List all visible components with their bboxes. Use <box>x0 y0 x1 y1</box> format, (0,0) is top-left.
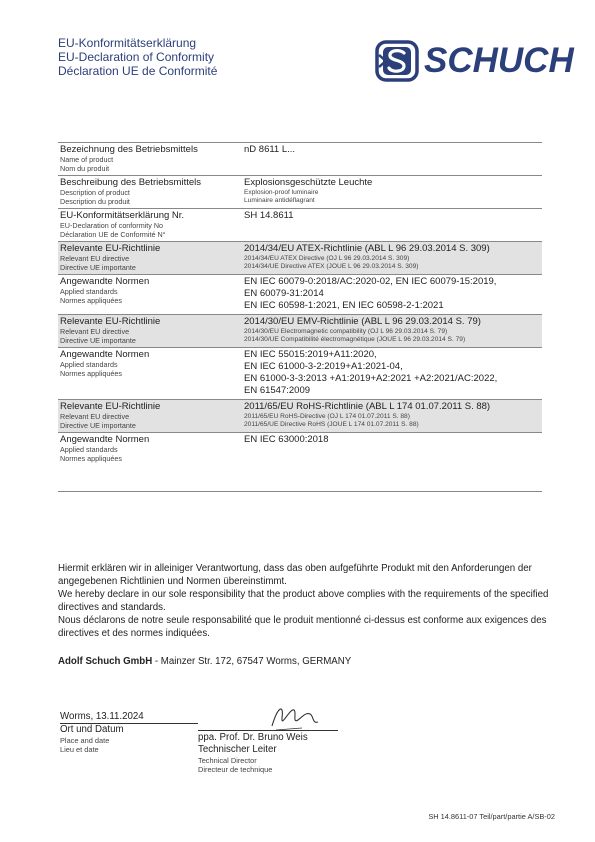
row-label-french: Nom du produit <box>60 164 110 173</box>
row-label-english: Applied standards <box>60 287 118 296</box>
row-label-french: Directive UE importante <box>60 336 136 345</box>
row-label-cell <box>58 209 242 242</box>
row-label-german: Relevante EU-Richtlinie <box>60 316 161 327</box>
row-label-english: Applied standards <box>60 360 118 369</box>
row-label-german: Beschreibung des Betriebsmittels <box>60 177 201 188</box>
row-value-main: EN 61000-3-3:2013 +A1:2019+A2:2021 +A2:2021/AC:2022, <box>244 373 498 384</box>
row-label-cell <box>58 143 242 176</box>
row-value-translation: 2014/34/UE Directive ATEX (JOUE L 96 29.03.2014 S. 309) <box>244 263 419 270</box>
row-label-english: Description of product <box>60 188 130 197</box>
company-line <box>58 656 351 667</box>
title-french: Déclaration UE de Conformité <box>58 64 218 78</box>
statement-english: We hereby declare in our sole responsibility that the product above complies with the requirements of the specified directives and standards. <box>58 589 549 613</box>
declaration-row <box>58 348 542 400</box>
row-value-main: EN 61547:2009 <box>244 385 311 396</box>
row-label-german: Relevante EU-Richtlinie <box>60 243 161 254</box>
row-value-main: 2014/30/EU EMV-Richtlinie (ABL L 96 29.03.2014 S. 79) <box>244 316 481 327</box>
row-label-english: Relevant EU directive <box>60 412 130 421</box>
row-label-german: Angewandte Normen <box>60 276 150 287</box>
row-value-main: EN IEC 63000:2018 <box>244 434 329 445</box>
signatory-name: ppa. Prof. Dr. Bruno Weis <box>198 732 308 743</box>
schuch-logo-icon <box>374 40 422 82</box>
row-label-french: Normes appliquées <box>60 454 122 463</box>
declaration-row <box>58 275 542 315</box>
row-label-cell <box>58 348 242 400</box>
declaration-row <box>58 242 542 275</box>
row-label-french: Directive UE importante <box>60 263 136 272</box>
row-label-cell <box>58 176 242 209</box>
row-value-main: EN 60079-31:2014 <box>244 288 324 299</box>
declaration-row <box>58 143 542 176</box>
declaration-row <box>58 400 542 433</box>
place-date-label-de: Ort und Datum <box>60 724 124 735</box>
place-date-block <box>60 710 198 754</box>
declaration-row <box>58 176 542 209</box>
row-value-cell <box>242 315 542 348</box>
row-label-french: Normes appliquées <box>60 369 122 378</box>
row-value-translation: 2014/30/UE Compatibilité électromagnétique (JOUE L 96 29.03.2014 S. 79) <box>244 336 466 343</box>
signatory-title-en: Technical Director <box>198 756 257 765</box>
title-english: EU-Declaration of Conformity <box>58 50 215 64</box>
row-label-english: Relevant EU directive <box>60 327 130 336</box>
row-value-translation: Explosion-proof luminaire <box>244 189 319 196</box>
row-label-english: Relevant EU directive <box>60 254 130 263</box>
statement-german: Hiermit erklären wir in alleiniger Verantwortung, dass das oben aufgeführte Produkt mit den Anforderungen der angegebenen Richtlinien und Normen übereinstimmt. <box>58 563 532 587</box>
row-value-cell <box>242 400 542 433</box>
declaration-row <box>58 433 542 492</box>
row-label-english: Name of product <box>60 155 114 164</box>
row-label-english: EU-Declaration of conformity No <box>60 221 164 230</box>
row-value-main: 2014/34/EU ATEX-Richtlinie (ABL L 96 29.03.2014 S. 309) <box>244 243 490 254</box>
declaration-table <box>58 142 542 492</box>
row-value-main: EN IEC 61000-3-2:2019+A1:2021-04, <box>244 361 403 372</box>
row-value-translation: 2011/65/EU RoHS-Directive (OJ L 174 01.07.2011 S. 88) <box>244 413 410 420</box>
place-date-value: Worms, 13.11.2024 <box>60 710 198 724</box>
row-value-cell <box>242 433 542 492</box>
row-label-cell <box>58 315 242 348</box>
row-label-french: Normes appliquées <box>60 296 122 305</box>
row-value-cell <box>242 143 542 176</box>
row-label-cell <box>58 400 242 433</box>
row-label-german: Angewandte Normen <box>60 434 150 445</box>
row-value-cell <box>242 176 542 209</box>
row-label-german: Bezeichnung des Betriebsmittels <box>60 144 198 155</box>
place-date-label-en: Place and date <box>60 736 110 745</box>
row-label-german: EU-Konformitätserklärung Nr. <box>60 210 185 221</box>
row-value-cell <box>242 275 542 315</box>
row-label-cell <box>58 433 242 492</box>
row-value-main: SH 14.8611 <box>244 210 294 221</box>
declaration-statement <box>58 562 558 640</box>
row-value-translation: 2011/65/UE Directive RoHS (JOUE L 174 01.07.2011 S. 88) <box>244 421 419 428</box>
company-address: - Mainzer Str. 172, 67547 Worms, GERMANY <box>152 656 352 667</box>
declaration-row <box>58 209 542 242</box>
document-title <box>58 36 217 78</box>
signatory-block <box>198 730 338 774</box>
row-label-french: Déclaration UE de Conformité N° <box>60 230 166 239</box>
row-value-cell <box>242 209 542 242</box>
declaration-row <box>58 315 542 348</box>
row-label-german: Relevante EU-Richtlinie <box>60 401 161 412</box>
row-value-translation: 2014/34/EU ATEX Directive (OJ L 96 29.03.2014 S. 309) <box>244 255 410 262</box>
row-value-translation: 2014/30/EU Electromagnetic compatibility (OJ L 96 29.03.2014 S. 79) <box>244 328 448 335</box>
row-value-main: EN IEC 60598-1:2021, EN IEC 60598-2-1:2021 <box>244 300 444 311</box>
row-value-main: 2011/65/EU RoHS-Richtlinie (ABL L 174 01.07.2011 S. 88) <box>244 401 491 412</box>
row-value-main: Explosionsgeschützte Leuchte <box>244 177 373 188</box>
row-label-german: Angewandte Normen <box>60 349 150 360</box>
signatory-title-fr: Directeur de technique <box>198 765 273 774</box>
row-label-english: Applied standards <box>60 445 118 454</box>
title-german: EU-Konformitätserklärung <box>58 36 197 50</box>
schuch-logo <box>374 40 574 82</box>
signatory-title-de: Technischer Leiter <box>198 744 277 755</box>
row-label-french: Directive UE importante <box>60 421 136 430</box>
row-value-cell <box>242 242 542 275</box>
row-value-main: EN IEC 60079-0:2018/AC:2020-02, EN IEC 60079-15:2019, <box>244 276 497 287</box>
row-value-main: nD 8611 L... <box>244 144 296 155</box>
row-label-cell <box>58 275 242 315</box>
row-label-french: Description du produit <box>60 197 130 206</box>
statement-french: Nous déclarons de notre seule responsabilité que le produit mentionné ci-dessus est conforme aux exigences des directives et des normes indiquées. <box>58 615 547 639</box>
document-reference: SH 14.8611-07 Teil/part/partie A/SB-02 <box>428 812 555 821</box>
handwritten-signature <box>262 700 322 734</box>
row-label-cell <box>58 242 242 275</box>
row-value-translation: Luminaire antidéflagrant <box>244 197 315 204</box>
place-date-label-fr: Lieu et date <box>60 745 99 754</box>
logo-wordmark: SCHUCH <box>424 41 574 80</box>
row-value-main: EN IEC 55015:2019+A11:2020, <box>244 349 377 360</box>
row-spacer <box>60 463 240 489</box>
company-name: Adolf Schuch GmbH <box>58 656 153 667</box>
row-value-cell <box>242 348 542 400</box>
